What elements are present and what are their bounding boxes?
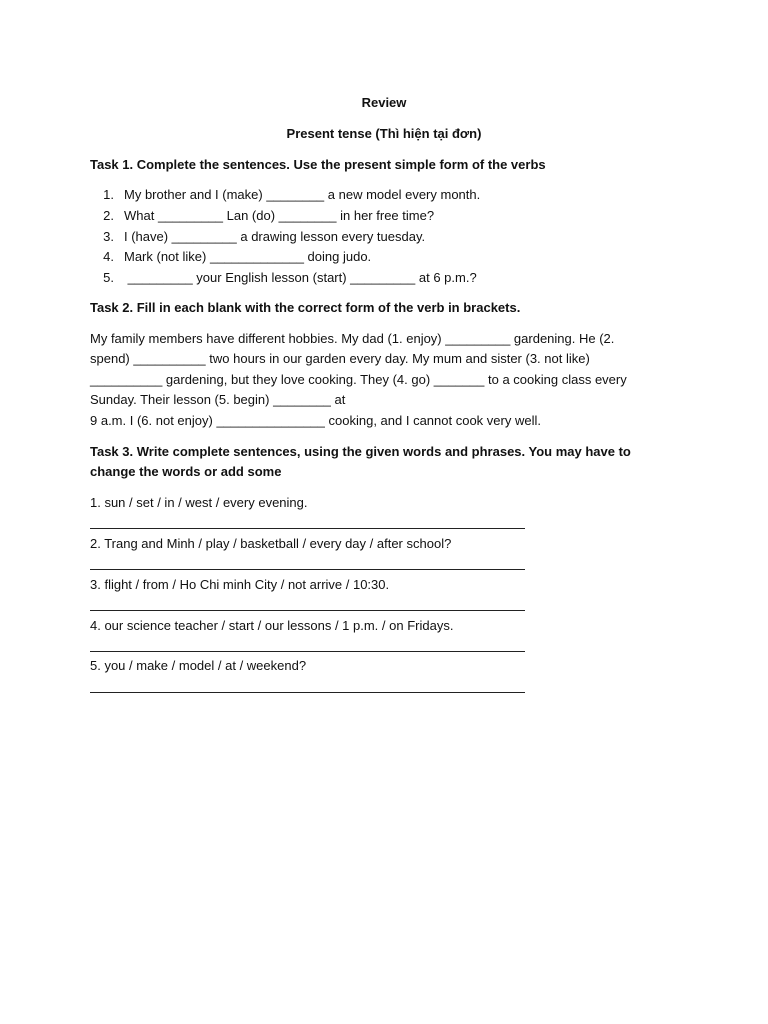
paragraph-line: My family members have different hobbies. My dad (1. enjoy) _________ gardening. He (2.: [90, 331, 615, 346]
answer-line: [90, 610, 525, 611]
task3-heading-continued: change the words or add some: [90, 464, 282, 479]
task1-item: [90, 227, 425, 247]
task3-heading: Task 3. Write complete sentences, using the given words and phrases. You may have to: [90, 444, 631, 459]
item-text: My brother and I (make) ________ a new model every month.: [124, 187, 481, 202]
task3-prompt: 3. flight / from / Ho Chi minh City / not arrive / 10:30.: [90, 577, 390, 592]
task1-heading: Task 1. Complete the sentences. Use the present simple form of the verbs: [90, 157, 546, 172]
answer-line: [90, 651, 525, 652]
answer-line: [90, 528, 525, 529]
page-subtitle: Present tense (Thì hiện tại đơn): [286, 126, 482, 141]
task1-item: [90, 185, 480, 205]
item-number: 1.: [103, 187, 114, 202]
task1-item: [90, 268, 477, 288]
task3-prompt: 1. sun / set / in / west / every evening.: [90, 495, 308, 510]
item-number: 5.: [103, 270, 114, 285]
item-text: Mark (not like) _____________ doing judo.: [124, 249, 372, 264]
task2-heading: Task 2. Fill in each blank with the correct form of the verb in brackets.: [90, 300, 521, 315]
task3-prompt: 5. you / make / model / at / weekend?: [90, 658, 307, 673]
item-number: 4.: [103, 249, 114, 264]
item-number: 2.: [103, 208, 114, 223]
answer-line: [90, 692, 525, 693]
task3-prompt: 2. Trang and Minh / play / basketball / every day / after school?: [90, 536, 452, 551]
item-text: What _________ Lan (do) ________ in her free time?: [124, 208, 435, 223]
item-number: 3.: [103, 229, 114, 244]
task1-item: [90, 247, 371, 267]
task3-prompt: 4. our science teacher / start / our lessons / 1 p.m. / on Fridays.: [90, 618, 454, 633]
paragraph-line: __________ gardening, but they love cooking. They (4. go) _______ to a cooking class every: [90, 372, 627, 387]
page-title: Review: [361, 95, 407, 110]
item-text: _________ your English lesson (start) _________ at 6 p.m.?: [124, 270, 477, 285]
item-text: I (have) _________ a drawing lesson every tuesday.: [124, 229, 426, 244]
task1-item: [90, 206, 434, 226]
paragraph-line: 9 a.m. I (6. not enjoy) _______________ cooking, and I cannot cook very well.: [90, 413, 541, 428]
paragraph-line: spend) __________ two hours in our garden every day. My mum and sister (3. not like): [90, 351, 590, 366]
paragraph-line: Sunday. Their lesson (5. begin) ________ at: [90, 392, 346, 407]
answer-line: [90, 569, 525, 570]
